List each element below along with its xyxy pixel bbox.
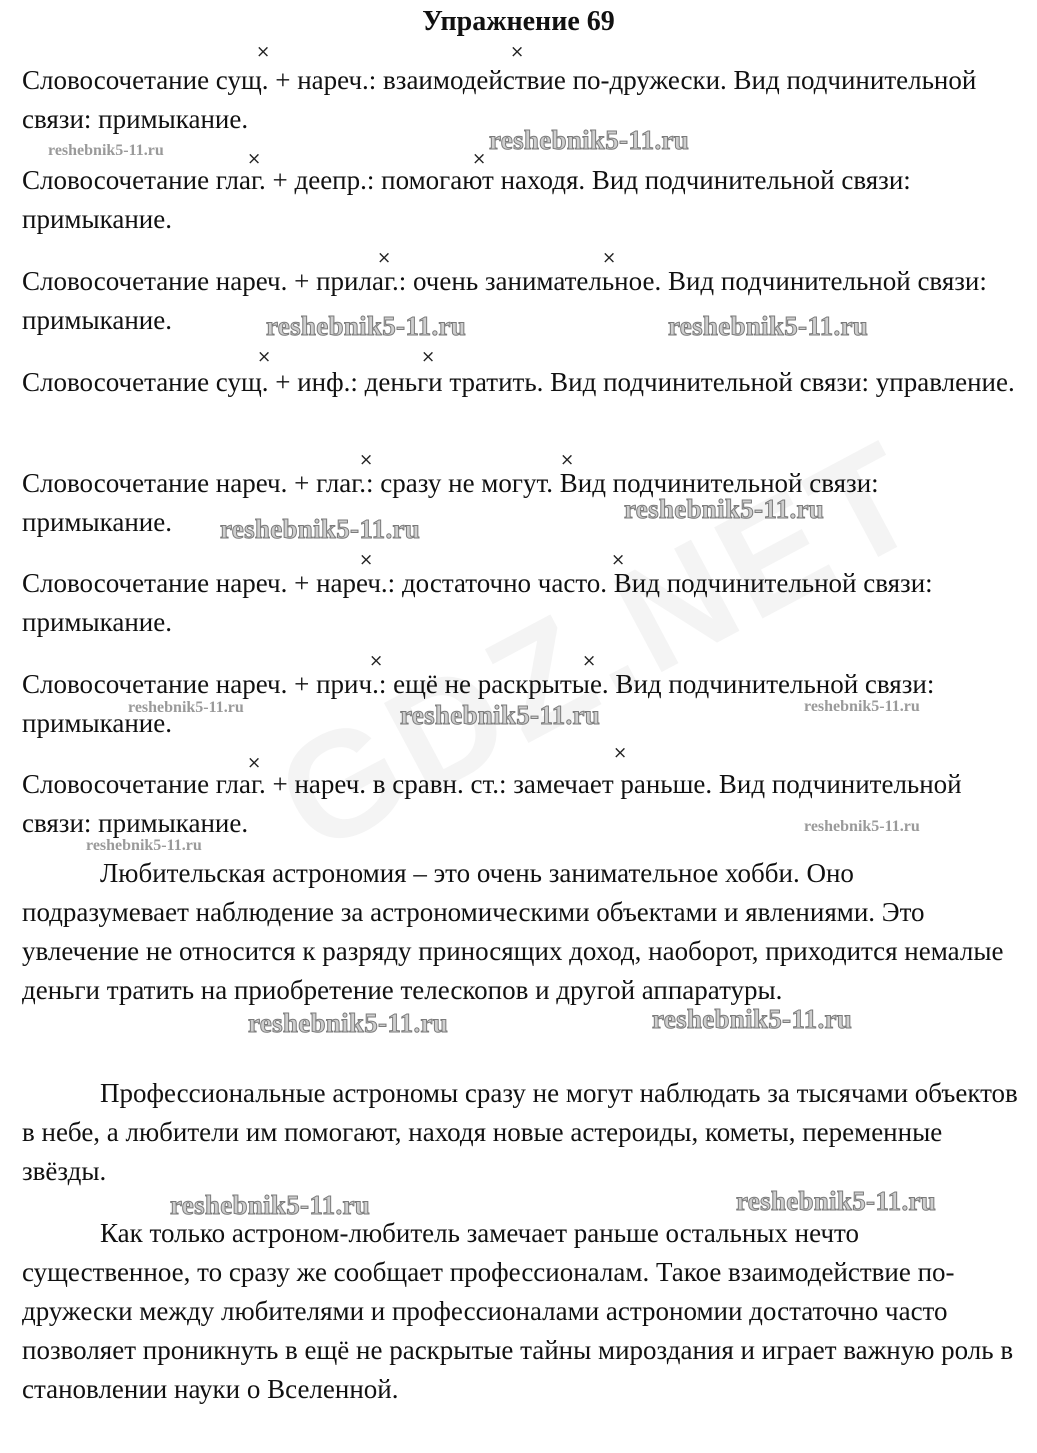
watermark: reshebnik5-11.ru bbox=[128, 699, 244, 716]
cross-mark: × bbox=[247, 149, 262, 169]
watermark: reshebnik5-11.ru bbox=[624, 494, 825, 524]
watermark: reshebnik5-11.ru bbox=[400, 700, 601, 730]
cross-mark: × bbox=[613, 743, 628, 763]
phrase-3: Словосочетание нареч. + прилаг.: очень занимательное. Вид подчинительной связи: примыкание. bbox=[22, 266, 987, 335]
watermark: reshebnik5-11.ru bbox=[48, 142, 164, 159]
text-paragraph-1: Любительская астрономия – это очень занимательное хобби. Оно подразумевает наблюдение за астрономическими объектами и явлениями. Это увлечение не относится к разряду приносящих доход, наоборот, приходится немалые деньги тратить на приобретение телескопов и другой аппаратуры. bbox=[22, 858, 1004, 1005]
cross-mark: × bbox=[421, 347, 436, 367]
phrase-2: Словосочетание глаг. + деепр.: помогают находя. Вид подчинительной связи: примыкание. bbox=[22, 165, 911, 234]
watermark: reshebnik5-11.ru bbox=[248, 1008, 449, 1038]
cross-mark: × bbox=[560, 450, 575, 470]
watermark: reshebnik5-11.ru bbox=[804, 698, 920, 715]
phrase-4: Словосочетание сущ. + инф.: деньги тратить. Вид подчинительной связи: управление. bbox=[22, 367, 1015, 397]
phrase-5: Словосочетание нареч. + глаг.: сразу не могут. Вид подчинительной связи: примыкание. bbox=[22, 468, 879, 537]
phrase-1: Словосочетание сущ. + нареч.: взаимодействие по-дружески. Вид подчинительной связи: примыкание. bbox=[22, 65, 977, 134]
cross-mark: × bbox=[359, 550, 374, 570]
watermark: reshebnik5-11.ru bbox=[652, 1004, 853, 1034]
cross-mark: × bbox=[369, 651, 384, 671]
cross-mark: × bbox=[582, 651, 597, 671]
phrase-6: Словосочетание нареч. + нареч.: достаточно часто. Вид подчинительной связи: примыкание. bbox=[22, 568, 933, 637]
cross-mark: × bbox=[256, 42, 271, 62]
watermark: reshebnik5-11.ru bbox=[170, 1190, 371, 1220]
watermark: reshebnik5-11.ru bbox=[668, 311, 869, 341]
text-paragraph-3: Как только астроном-любитель замечает раньше остальных нечто существенное, то сразу же сообщает профессионалам. Такое взаимодействие по-дружески между любителями и профессионалами астрономии достаточно часто позволяет проникнуть в ещё не раскрытые тайны мироздания и играет важную роль в становлении науки о Вселенной. bbox=[22, 1218, 1014, 1404]
watermark: reshebnik5-11.ru bbox=[220, 514, 421, 544]
cross-mark: × bbox=[377, 248, 392, 268]
cross-mark: × bbox=[359, 450, 374, 470]
cross-mark: × bbox=[472, 149, 487, 169]
exercise-title: Упражнение 69 bbox=[422, 6, 615, 37]
watermark: reshebnik5-11.ru bbox=[736, 1186, 937, 1216]
watermark: reshebnik5-11.ru bbox=[489, 125, 690, 155]
watermark: reshebnik5-11.ru bbox=[86, 837, 202, 854]
text-paragraph-2: Профессиональные астрономы сразу не могут наблюдать за тысячами объектов в небе, а любители им помогают, находя новые астероиды, кометы, переменные звёзды. bbox=[22, 1078, 1018, 1186]
cross-mark: × bbox=[602, 248, 617, 268]
watermark: reshebnik5-11.ru bbox=[266, 311, 467, 341]
cross-mark: × bbox=[257, 347, 272, 367]
watermark: reshebnik5-11.ru bbox=[804, 818, 920, 835]
phrase-8: Словосочетание глаг. + нареч. в сравн. ст.: замечает раньше. Вид подчинительной связи: примыкание. bbox=[22, 769, 962, 838]
cross-mark: × bbox=[510, 42, 525, 62]
cross-mark: × bbox=[611, 550, 626, 570]
cross-mark: × bbox=[247, 753, 262, 773]
phrase-7: Словосочетание нареч. + прич.: ещё не раскрытые. Вид подчинительной связи: примыкание. bbox=[22, 669, 935, 738]
